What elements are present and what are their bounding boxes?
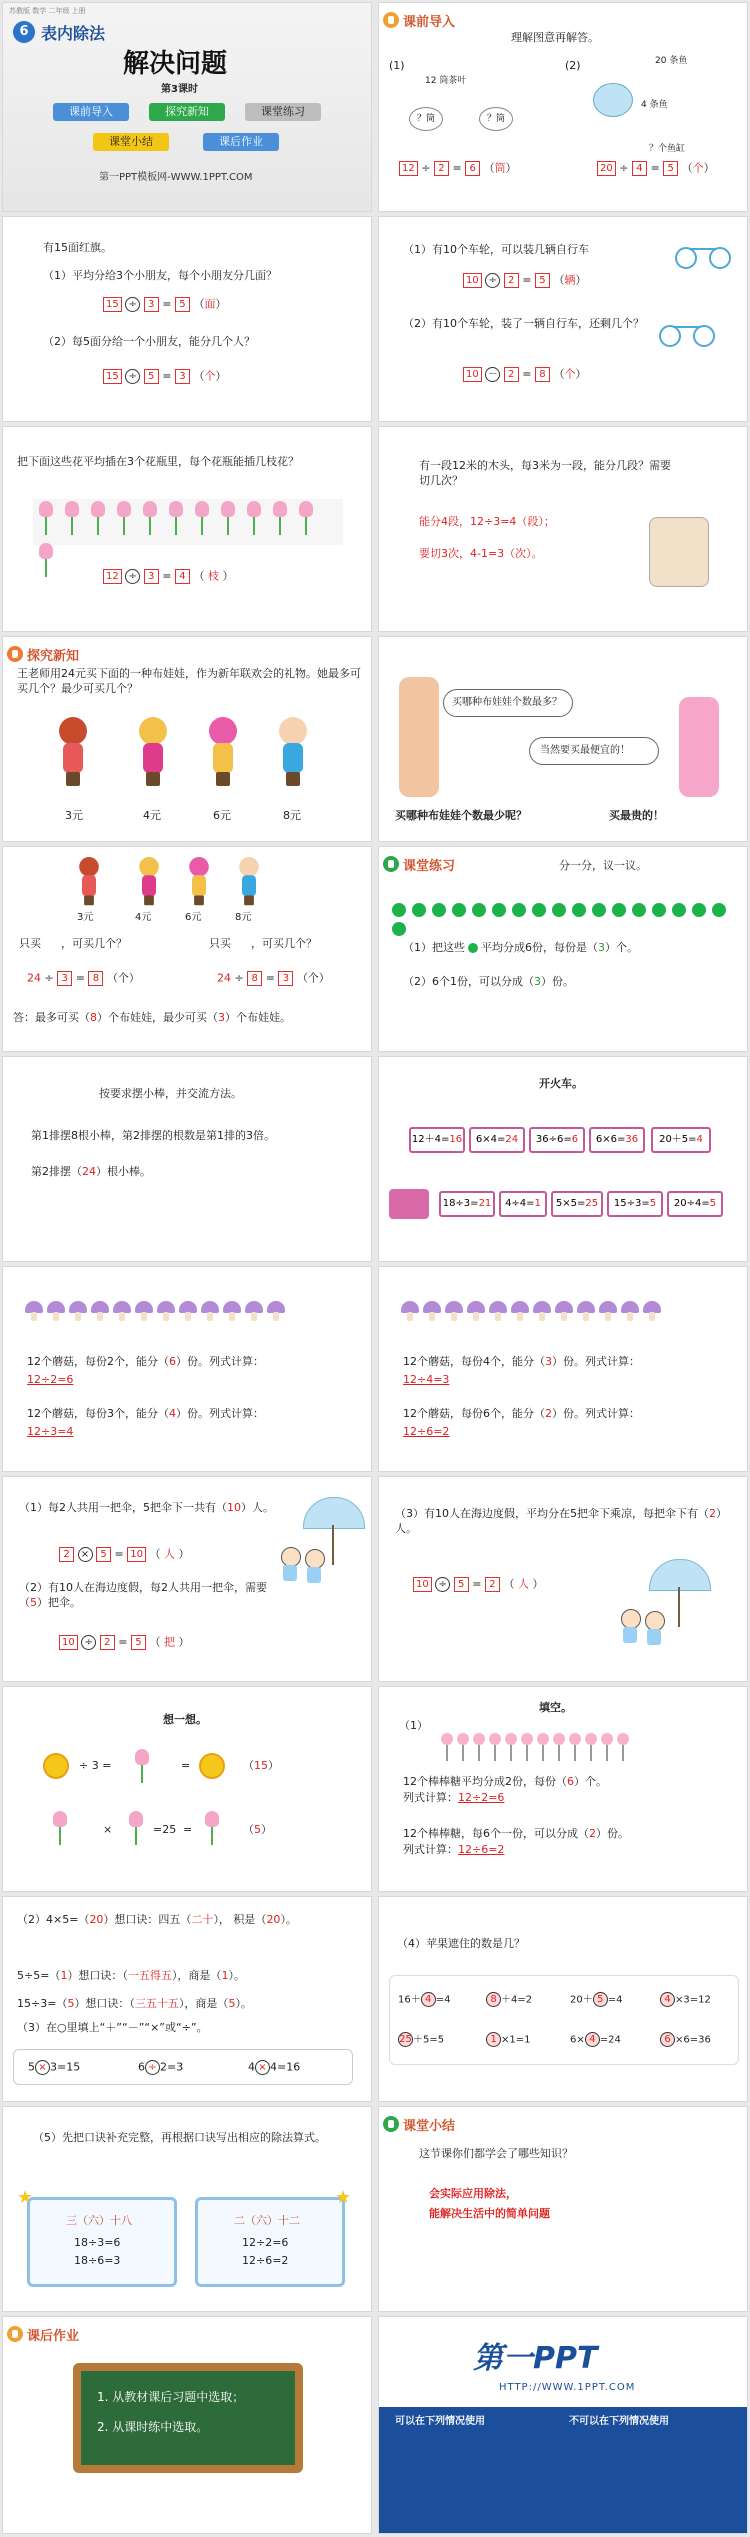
prompt: 分一分，议一议。 <box>559 859 647 872</box>
page-title: 解决问题 <box>123 49 228 79</box>
equation-1: 12 ÷ 2 = 6 （筒） <box>399 161 517 176</box>
equation-2: 24 ÷ 8 = 3 （个） <box>217 971 330 985</box>
train-car: 6×6=36 <box>589 1127 645 1153</box>
kid-icon <box>619 1609 641 1645</box>
explore-icon <box>7 646 23 662</box>
line-3: 15÷3=（5）想口诀：（三五十五），商是（5）。 <box>17 1997 252 2010</box>
answer: 第2排摆（24）根小棒。 <box>31 1165 151 1178</box>
prompt: 按要求摆小棒，并交流方法。 <box>99 1087 242 1100</box>
title: （4）苹果遮住的数是几？ <box>397 1937 525 1950</box>
train-car: 5×5=25 <box>551 1191 603 1217</box>
question-2: （2）有10个车轮，装了一辆自行车，还剩几个？ <box>403 317 644 330</box>
summary-icon <box>383 2116 399 2132</box>
slide-vases <box>2 426 372 632</box>
fishbowl-icon <box>593 83 633 117</box>
doll-8yuan <box>235 857 263 906</box>
question: 有一段12米的木头，每3米为一段，能分几段？需要切几次？ <box>419 459 671 487</box>
tulip-icon <box>125 1809 147 1847</box>
sunflower-icon <box>199 1753 225 1779</box>
slide-think <box>2 1686 372 1892</box>
equation-1: 10 ÷ 2 = 5 （辆） <box>463 273 586 288</box>
question: 买哪种布娃娃个数最少呢？ <box>395 809 527 822</box>
operator: ÷ 3 = <box>79 1759 112 1772</box>
line-2: 5÷5=（1）想口诀：（一五得五），商是（1）。 <box>17 1969 245 1982</box>
teacher-illustration <box>399 677 439 797</box>
kid-icon <box>643 1611 665 1647</box>
price-label: 4元 <box>135 912 152 923</box>
slide-train <box>378 1056 748 1262</box>
bicycle-icon <box>675 239 729 265</box>
question: 王老师用24元买下面的一种布娃娃，作为新年联欢会的礼物。她最多可买几个？最少可买几个？ <box>17 667 361 695</box>
question-2: （2）有10人在海边度假，每2人共用一把伞，需要（5）把伞。 <box>19 1581 267 1609</box>
chalkboard <box>73 2363 303 2473</box>
tulip-icon <box>201 1809 223 1847</box>
homework-item: 1. 从教材课后习题中选取； <box>97 2390 245 2404</box>
speech-bubble: 买哪种布娃娃个数最多？ <box>443 689 573 717</box>
nav-summary[interactable]: 课堂小结 <box>93 133 169 151</box>
answer-1: （15） <box>243 1759 279 1772</box>
slide-practice <box>378 846 748 1052</box>
tea-total: 12 筒茶叶 <box>425 76 467 86</box>
star-icon: ★ <box>17 2187 34 2208</box>
price-label: 8元 <box>283 809 301 822</box>
price-label: 6元 <box>213 809 231 822</box>
slide-explore <box>2 636 372 842</box>
answer-1: 能分4段，12÷3=4（段）； <box>419 515 555 528</box>
brand-logo: 第一PPT <box>473 2341 598 2376</box>
doll-6yuan <box>185 857 213 906</box>
expression-1: 12÷2=6 <box>27 1373 74 1386</box>
footer-url: 第一PPT模板网-WWW.1PPT.COM <box>99 172 253 183</box>
train-title: 开火车。 <box>539 1077 583 1090</box>
train-car: 12＋4=16 <box>409 1127 465 1153</box>
slide-flags <box>2 216 372 422</box>
practice-icon <box>383 856 399 872</box>
equation: 12 ÷ 3 = 4 （ 枝 ） <box>103 569 233 584</box>
statement-2: 12个蘑菇，每份6个，能分（2）份。列式计算： <box>403 1407 640 1420</box>
doll-4yuan <box>135 857 163 906</box>
license-panel <box>379 2407 748 2534</box>
card-1: 三（六）十八 18÷3=6 18÷6=3 <box>27 2197 177 2287</box>
question: （5）先把口诀补充完整，再根据口诀写出相应的除法算式。 <box>33 2131 326 2144</box>
tea-part-1: ？筒 <box>409 107 443 131</box>
nav-explore[interactable]: 探究新知 <box>149 103 225 121</box>
statement-2: 12个蘑菇，每份3个，能分（4）份。列式计算： <box>27 1407 264 1420</box>
expression-2: 12÷3=4 <box>27 1425 74 1438</box>
operator: =25 <box>153 1823 177 1836</box>
equation-2: 20 ÷ 4 = 5 （个） <box>597 161 715 176</box>
slide-cards <box>2 2106 372 2312</box>
flower-row <box>33 499 343 545</box>
slide-mushrooms-2 <box>378 1266 748 1472</box>
problem-intro: 有15面红旗。 <box>43 241 112 254</box>
doll-4yuan <box>133 717 173 787</box>
slide-wheels <box>378 216 748 422</box>
equation-1: 24 ÷ 3 = 8 （个） <box>27 971 140 985</box>
card-2: 二（六）十二 12÷2=6 12÷6=2 <box>195 2197 345 2287</box>
dot-row <box>389 899 739 937</box>
train-car: 36÷6=6 <box>529 1127 585 1153</box>
title: 想一想。 <box>163 1713 207 1726</box>
expression-1: 列式计算：12÷2=6 <box>403 1791 505 1804</box>
operator: = <box>181 1759 191 1772</box>
slide-wood <box>378 426 748 632</box>
slide-intro <box>378 2 748 212</box>
section-header: 课堂小结 <box>383 2113 455 2135</box>
bicycle-icon <box>659 317 713 343</box>
doll-6yuan <box>203 717 243 787</box>
question-1: （1）平均分给3个小朋友，每个小朋友分几面？ <box>43 269 277 282</box>
expression-1: 12÷4=3 <box>403 1373 450 1386</box>
price-label: 3元 <box>77 912 94 923</box>
section-header: 探究新知 <box>7 643 79 665</box>
question-2: （2）每5面分给一个小朋友，能分几个人？ <box>43 335 255 348</box>
sunflower-icon <box>43 1753 69 1779</box>
kid-icon <box>303 1549 325 1585</box>
nav-intro[interactable]: 课前导入 <box>53 103 129 121</box>
part-label: (2) <box>565 59 581 72</box>
train-car: 20÷4=5 <box>667 1191 723 1217</box>
title-slide <box>2 2 372 212</box>
question-1: （1）每2人共用一把伞，5把伞下一共有（10）人。 <box>19 1501 274 1514</box>
equation: 10 ÷ 5 = 2 （ 人 ） <box>413 1577 543 1592</box>
statement-1: 12个蘑菇，每份4个，能分（3）份。列式计算： <box>403 1355 640 1368</box>
star-icon: ★ <box>335 2187 352 2208</box>
expression-2: 列式计算：12÷6=2 <box>403 1843 505 1856</box>
question-2: （2）6个1份，可以分成（3）份。 <box>403 975 574 988</box>
price-label: 8元 <box>235 912 252 923</box>
tulip-icon <box>131 1747 153 1785</box>
fish-total: 20 条鱼 <box>655 56 688 66</box>
allowed-heading: 可以在下列情况使用 <box>395 2416 485 2427</box>
question: 这节课你们都学会了哪些知识？ <box>419 2147 573 2160</box>
slide-umbrella-1 <box>2 1476 372 1682</box>
slide-umbrella-2 <box>378 1476 748 1682</box>
slide-homework <box>2 2316 372 2534</box>
girl-illustration <box>679 697 719 797</box>
question: 把下面这些花平均插在3个花瓶里，每个花瓶能插几枝花？ <box>17 455 299 468</box>
expression-2: 12÷6=2 <box>403 1425 450 1438</box>
answer-2: （5） <box>243 1823 272 1836</box>
equation-1: 15 ÷ 3 = 5 （面） <box>103 297 226 312</box>
nav-practice[interactable]: 课堂练习 <box>245 103 321 121</box>
train-car: 4÷4=1 <box>499 1191 547 1217</box>
speech-bubble: 当然要买最便宜的！ <box>529 737 659 765</box>
train-car: 15÷3=5 <box>607 1191 663 1217</box>
slide-brand <box>378 2316 748 2534</box>
price-label: 6元 <box>185 912 202 923</box>
slide-apples <box>378 1896 748 2102</box>
slide-dolls-calc <box>2 846 372 1052</box>
slide-sticks <box>2 1056 372 1262</box>
locomotive-icon <box>389 1189 429 1219</box>
homework-item: 2. 从课时练中选取。 <box>97 2420 209 2434</box>
equation-2: 10 － 2 = 8 （个） <box>463 367 586 382</box>
tiny-label: 苏教版 数学 二年级 上册 <box>9 7 86 15</box>
train-car: 6×4=24 <box>469 1127 525 1153</box>
tulip-icon <box>49 1809 71 1847</box>
mushroom-row <box>399 1301 663 1327</box>
line-4: （3）在○里填上“＋”“－”“×”或“÷”。 <box>17 2021 208 2034</box>
question-1: （1）把这些 平均分成6份，每份是（3）个。 <box>403 941 638 954</box>
equation-1: 2 × 5 = 10 （ 人 ） <box>59 1547 189 1562</box>
statement-1: 12个棒棒糖平均分成2份，每份（6）个。 <box>403 1775 607 1788</box>
doll-3yuan <box>75 857 103 906</box>
section-header: 课前导入 <box>383 9 455 31</box>
prompt: 理解图意再解答。 <box>511 31 599 44</box>
question-2: 只买 ，可买几个？ <box>209 937 317 950</box>
statement-2: 12个棒棒糖，每6个一份，可以分成（2）份。 <box>403 1827 629 1840</box>
question-1: （1）有10个车轮，可以装几辆自行车 <box>403 243 589 256</box>
answer-2: 要切3次，4-1=3（次）。 <box>419 547 543 560</box>
part-label: (1) <box>389 59 405 72</box>
lesson-subtitle: 第3课时 <box>161 84 198 95</box>
question-3: （3）有10人在海边度假，平均分在5把伞下乘凉，每把伞下有（2）人。 <box>395 1507 722 1535</box>
lollipop-row <box>439 1733 631 1767</box>
unit-badge: 6 <box>13 21 35 43</box>
summary-line-1: 会实际应用除法， <box>429 2187 517 2200</box>
question-1: 只买 ，可买几个？ <box>19 937 127 950</box>
homework-icon <box>7 2326 23 2342</box>
title: 填空。 <box>539 1701 572 1714</box>
answer: 买最贵的！ <box>609 809 664 822</box>
answer: 答：最多可买（8）个布娃娃，最少可买（3）个布娃娃。 <box>13 1011 291 1024</box>
tea-part-2: ？筒 <box>479 107 513 131</box>
summary-line-2: 能解决生活中的简单问题 <box>429 2207 550 2220</box>
section-header: 课堂练习 <box>383 853 455 875</box>
slide-dialog <box>378 636 748 842</box>
slide-summary <box>378 2106 748 2312</box>
price-label: 3元 <box>65 809 83 822</box>
price-label: 4元 <box>143 809 161 822</box>
part-label: （1） <box>399 1719 428 1732</box>
train-car: 20＋5=4 <box>651 1127 711 1153</box>
woodcutter-illustration <box>649 517 709 587</box>
equation-2: 15 ÷ 5 = 3 （个） <box>103 369 226 384</box>
fish-question: ？个鱼缸 <box>649 144 686 154</box>
operator: × <box>103 1823 113 1836</box>
operator: = <box>183 1823 193 1836</box>
brand-url[interactable]: HTTP://WWW.1PPT.COM <box>499 2382 636 2393</box>
equation-2: 10 ÷ 2 = 5 （ 把 ） <box>59 1635 189 1650</box>
statement-1: 12个蘑菇，每份2个，能分（6）份。列式计算： <box>27 1355 264 1368</box>
fish-per-bowl: 4 条鱼 <box>641 100 668 110</box>
statement: 第1排摆8根小棒，第2排摆的根数是第1排的3倍。 <box>31 1129 275 1142</box>
train-car: 18÷3=21 <box>439 1191 495 1217</box>
line-1: （2）4×5=（20）想口诀：四五（二十）， 积是（20）。 <box>17 1913 297 1926</box>
slide-mantra <box>2 1896 372 2102</box>
unit-title: 表内除法 <box>41 24 106 43</box>
slide-mushrooms-1 <box>2 1266 372 1472</box>
apple-panel: 16＋ 4 =4 8 ＋4=2 20＋ 5 =4 4 ×3=12 25＋5=5 1 ×1=1 6× 4 =24 6 ×6=36 <box>389 1975 739 2065</box>
slide-fill <box>378 1686 748 1892</box>
mushroom-row <box>23 1301 287 1327</box>
kid-icon <box>279 1547 301 1583</box>
section-header: 课后作业 <box>7 2323 79 2345</box>
nav-homework[interactable]: 课后作业 <box>203 133 279 151</box>
forbidden-heading: 不可以在下列情况使用 <box>569 2416 669 2427</box>
operator-panel: 5 × 3=15 6 ÷ 2=3 4 × 4=16 <box>13 2049 353 2085</box>
doll-8yuan <box>273 717 313 787</box>
bell-icon <box>383 12 399 28</box>
doll-3yuan <box>53 717 93 787</box>
